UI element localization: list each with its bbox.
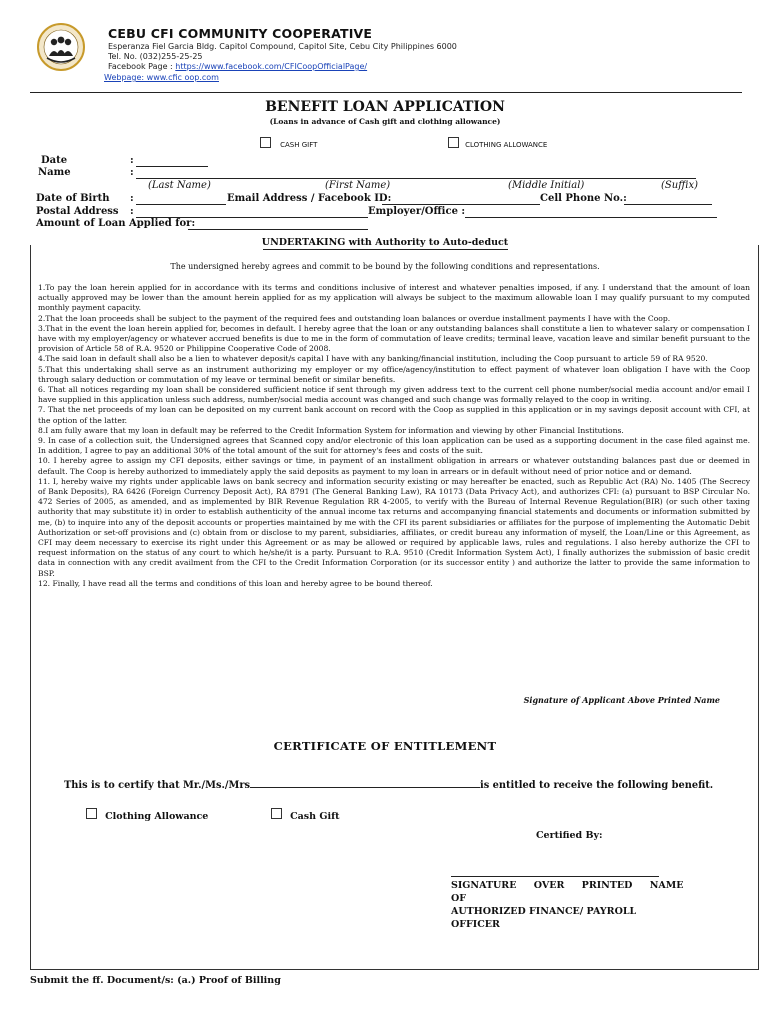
postal-colon: : bbox=[130, 206, 134, 217]
cert-cash-gift-checkbox[interactable] bbox=[271, 808, 282, 819]
applicant-signature-label: Signature of Applicant Above Printed Name bbox=[523, 695, 720, 705]
term-item: 1.To pay the loan herein applied for in accordance with its terms and conditions inclusive of interest and whatever penalties imposed, if any. I understand that the amount of loan actually approved may be lower than the amount herein applied for as my application will always be subject to the maximum allowable loan I may qualify pursuant to my computed monthly payment capacity. bbox=[38, 283, 750, 313]
name-label: Name bbox=[38, 167, 71, 178]
cash-gift-label: CASH GIFT bbox=[280, 141, 318, 149]
amount-label: Amount of Loan Applied for: bbox=[36, 218, 196, 229]
employer-field[interactable] bbox=[465, 217, 717, 218]
cell-phone-field[interactable] bbox=[624, 204, 712, 205]
name-field[interactable] bbox=[136, 178, 696, 179]
term-item: 8.I am fully aware that my loan in default may be referred to the Credit Information System for information and viewing by other Financial Institutions. bbox=[38, 425, 624, 435]
term-item: 6. That all notices regarding my loan shall be considered sufficient notice if sent through my given address text to the current cell phone number/social media account and/or email I have supplied in this application unless such address, number/social media account was changed and such change was formally relayed to the coop in writing. bbox=[38, 385, 750, 405]
dob-label: Date of Birth bbox=[36, 193, 110, 204]
certificate-text-before: This is to certify that Mr./Ms./Mrs bbox=[64, 780, 251, 791]
date-colon: : bbox=[130, 155, 134, 166]
officer-signature-caption bbox=[451, 879, 685, 931]
suffix-hint: (Suffix) bbox=[661, 180, 699, 191]
date-field[interactable] bbox=[136, 166, 208, 167]
certificate-border-bottom bbox=[30, 969, 758, 970]
term-item: 5.That this undertaking shall serve as an instrument authorizing my employer or my office/agency/institution to effect payment of whatever loan obligation I have with the Coop through salary deduction or commutation of my leave or terminal benefit or similar benefits. bbox=[38, 364, 750, 384]
middle-initial-hint: (Middle Initial) bbox=[508, 180, 585, 191]
header-divider bbox=[30, 92, 742, 93]
undertaking-heading: UNDERTAKING with Authority to Auto-deduct bbox=[261, 237, 509, 248]
dob-field[interactable] bbox=[136, 204, 226, 205]
date-label: Date bbox=[41, 155, 68, 166]
officer-caption-line1 bbox=[451, 879, 685, 905]
term-item: 12. Finally, I have read all the terms and conditions of this loan and hereby agree to be bound thereof. bbox=[38, 578, 433, 588]
email-label: Email Address / Facebook ID: bbox=[227, 193, 392, 204]
facebook-label: Facebook Page : bbox=[108, 62, 176, 71]
cert-clothing-checkbox[interactable] bbox=[86, 808, 97, 819]
cooperative-logo bbox=[36, 22, 86, 72]
last-name-hint: (Last Name) bbox=[148, 180, 211, 191]
term-item: 4.The said loan in default shall also be a lien to whatever deposit/s capital I have with any banking/financial institution, including the Coop pursuant to article 59 of RA 9520. bbox=[38, 354, 708, 364]
cert-clothing-label: Clothing Allowance bbox=[105, 811, 209, 822]
cash-gift-checkbox[interactable] bbox=[260, 137, 271, 148]
certificate-text-after: is entitled to receive the following benefit. bbox=[480, 780, 714, 791]
clothing-allowance-option[interactable] bbox=[448, 133, 547, 152]
cert-cash-gift-option[interactable] bbox=[271, 804, 340, 823]
officer-caption-line2: AUTHORIZED FINANCE/ PAYROLL OFFICER bbox=[451, 906, 637, 930]
cert-clothing-option[interactable] bbox=[86, 804, 208, 823]
dob-colon: : bbox=[130, 193, 134, 204]
term-item: 7. That the net proceeds of my loan can be deposited on my current bank account on record with the Coop as supplied in this application or in my savings deposit account with CFI, at the option of the latter. bbox=[38, 405, 750, 425]
officer-signature-line[interactable] bbox=[451, 876, 659, 877]
first-name-hint: (First Name) bbox=[325, 180, 391, 191]
cert-cash-gift-label: Cash Gift bbox=[290, 811, 340, 822]
webpage-link[interactable]: Webpage: www.cfic oop.com bbox=[104, 73, 219, 82]
term-item: 11. I, hereby waive my rights under applicable laws on bank secrecy and information security existing or may hereafter be enacted, such as Republic Act (RA) No. 1405 (The Secrecy of Bank Deposits), RA 6426 (Foreign Currency Deposit Act), RA 8791 (The General Banking Law), RA 10173 (Data Privacy Act), and authorizes CFI: (a) pursuant to BSP Circular No. 472 Series of 2005, as amended, and as implemented by BIR Revenue Regulation RR 4-2005, to verify with the Bureau of Internal Revenue Regulation(BIR) (or such other taxing authority that may substitute it) in order to establish authenticity of the annual income tax returns and accompanying financial statements and documents or information submitted by me, (b) to inquire into any of the deposit accounts or properties maintained by me with the CFI its parent subsidiaries or affiliates for the purpose of implementing the Automatic Debit Authorization or set-off provisions and (c) obtain from or disclose to my parent, subsidiaries, affiliates, or credit bureau any information of myself, the Loan/Line or this Agreement, as CFI may deem necessary to exercise its right under this Agreement or as may be allowed or required by applicable laws, rules and regulations. I also hereby authorize the CFI to request information on the status of any court to which he/she/it is a party. Pursuant to R.A. 9510 (Credit Information System Act), I finally authorizes the submission of basic credit data in connection with any credit availment from the CFI to the Credit Information Corporation (or its successor entity ) and authorize the latter to provide the same information to BSP. bbox=[38, 476, 750, 578]
facebook-link[interactable]: https://www.facebook.com/CFICoopOfficialPage/ bbox=[175, 62, 368, 71]
organization-phone: Tel. No. (032)255-25-25 bbox=[108, 52, 203, 61]
term-item: 9. In case of a collection suit, the Undersigned agrees that Scanned copy and/or electronic of this loan application can be used as a supporting document in the case filed against me. In addition, I agree to pay an additional 30% of the total amount of the suit for attorney's fees and costs of the suit. bbox=[38, 436, 750, 456]
form-subtitle: (Loans in advance of Cash gift and clothing allowance) bbox=[269, 117, 501, 126]
email-field[interactable] bbox=[382, 204, 540, 205]
undertaking-underline bbox=[263, 249, 508, 250]
amount-field[interactable] bbox=[188, 229, 368, 230]
cash-gift-option[interactable] bbox=[260, 133, 317, 152]
officer-caption-text1: SIGNATURE OVER PRINTED NAME OF bbox=[451, 880, 684, 904]
organization-address: Esperanza Fiel Garcia Bldg. Capitol Compound, Capitol Site, Cebu City Philippines 6000 bbox=[108, 42, 457, 51]
name-colon: : bbox=[130, 167, 134, 178]
organization-name: CEBU CFI COMMUNITY COOPERATIVE bbox=[108, 26, 373, 41]
cell-phone-label: Cell Phone No.: bbox=[540, 193, 627, 204]
term-item: 3.That in the event the loan herein applied for, becomes in default. I hereby agree that the loan or any outstanding balances shall constitute a lien to whatever salary or compensation I have with my employer/agency or whatever accrued benefits is due to me in the form of commutation of leave credits; terminal leave, vacation leave and similar benefit pursuant to the provision of Article 58 of R.A. 9520 or Philippine Cooperative Code of 2008. bbox=[38, 323, 750, 354]
certified-by-label: Certified By: bbox=[536, 830, 603, 841]
certificate-statement bbox=[64, 778, 713, 791]
certificate-border-left bbox=[30, 245, 31, 970]
submit-requirements: Submit the ff. Document/s: (a.) Proof of Billing bbox=[30, 975, 281, 986]
clothing-allowance-checkbox[interactable] bbox=[448, 137, 459, 148]
facebook-line bbox=[108, 62, 367, 71]
beneficiary-name-field[interactable] bbox=[250, 778, 480, 788]
term-item: 10. I hereby agree to assign my CFI deposits, either savings or time, in payment of an installment obligation in arrears or whatever outstanding balances past due or deemed in default. The Coop is hereby authorized to immediately apply the said deposits as payment to my loan in arrears or in default without need of prior notice and or demand. bbox=[38, 456, 750, 476]
certificate-border-right bbox=[758, 245, 759, 970]
postal-address-label: Postal Address bbox=[36, 206, 119, 217]
clothing-allowance-label: CLOTHING ALLOWANCE bbox=[465, 141, 548, 149]
employer-label: Employer/Office : bbox=[368, 206, 466, 217]
certificate-title: CERTIFICATE OF ENTITLEMENT bbox=[273, 739, 497, 753]
form-title: BENEFIT LOAN APPLICATION bbox=[265, 99, 505, 115]
terms-list bbox=[38, 283, 750, 589]
undertaking-intro: The undersigned hereby agrees and commit to be bound by the following conditions and representations. bbox=[170, 262, 600, 271]
term-item: 2.That the loan proceeds shall be subject to the payment of the required fees and outstanding loan balances or overdue installment payments I have with the Coop. bbox=[38, 313, 671, 323]
